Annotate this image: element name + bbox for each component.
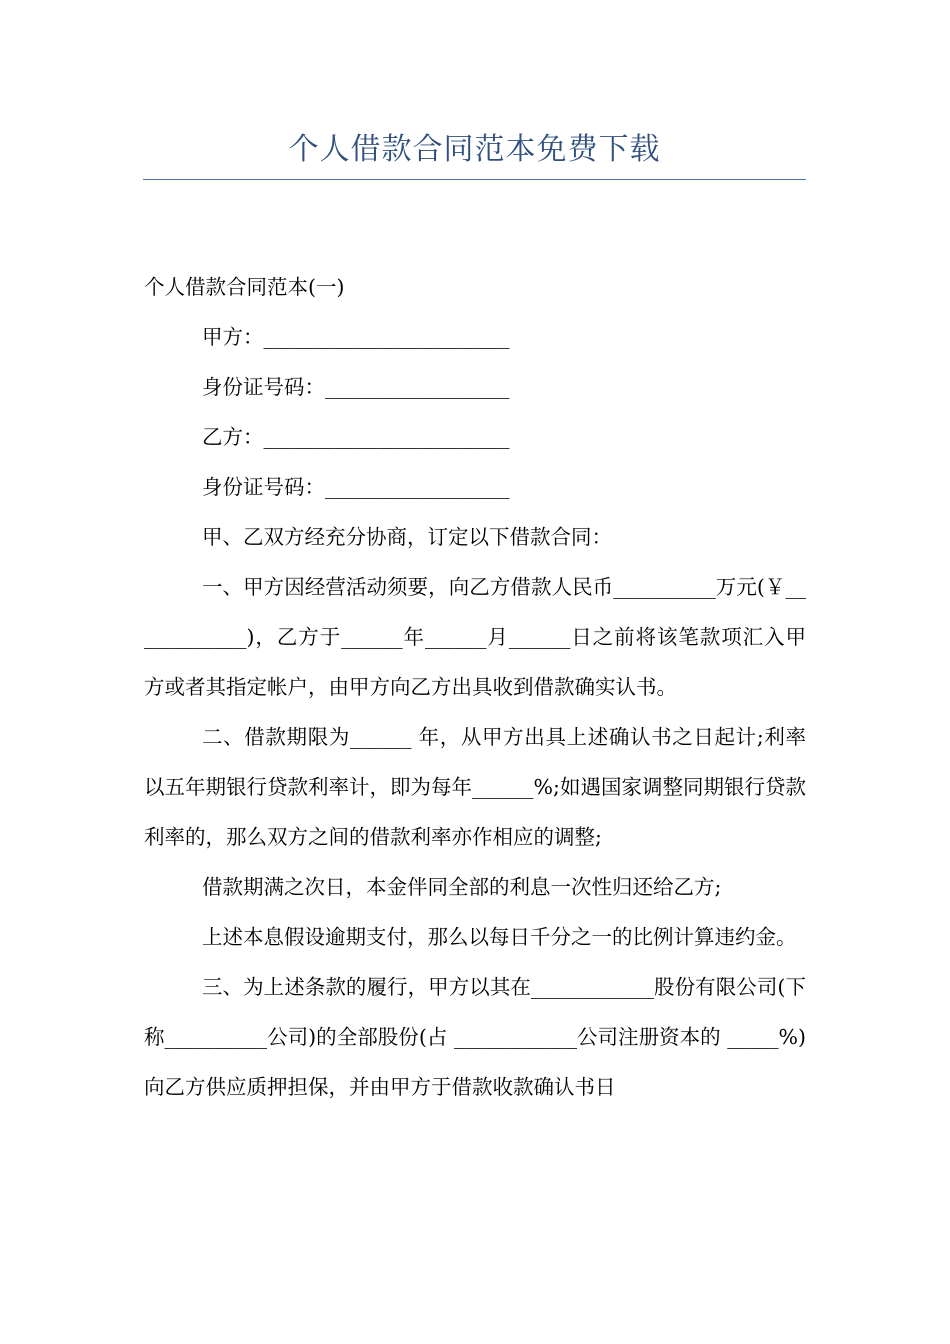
clause-one: 一、甲方因经营活动须要，向乙方借款人民币__________万元(￥____________)，乙方于______年______月______日之前将该笔款项汇入甲方或者其指定帐户，由甲方向乙方出具收到借款确实认书。 xyxy=(144,575,806,699)
clause-two-penalty: 上述本息假设逾期支付，那么以每日千分之一的比例计算违约金。 xyxy=(202,925,797,949)
clause-two: 二、借款期限为______ 年，从甲方出具上述确认书之日起计;利率以五年期银行贷款利率计，即为每年______%;如遇国家调整同期银行贷款利率的，那么双方之间的借款利率亦作相应的调整; xyxy=(144,725,806,849)
clause-two-repayment: 借款期满之次日，本金伴同全部的利息一次性归还给乙方; xyxy=(202,875,722,899)
clause-three: 三、为上述条款的履行，甲方以其在____________股份有限公司(下称__________公司)的全部股份(占 ____________公司注册资本的 _____%)向乙方供应质押担保，并由甲方于借款收款确认书日 xyxy=(144,975,806,1099)
party-b-line: 乙方：________________________ xyxy=(202,425,510,449)
party-b-id-line: 身份证号码：__________________ xyxy=(202,475,510,499)
document-body xyxy=(144,262,806,1112)
party-a-id-line: 身份证号码：__________________ xyxy=(202,375,510,399)
agreement-intro: 甲、乙双方经充分协商，订定以下借款合同： xyxy=(202,525,612,549)
title-underline xyxy=(143,179,806,180)
party-a-line: 甲方：________________________ xyxy=(202,325,510,349)
document-title: 个人借款合同范本免费下载 xyxy=(288,132,661,167)
section-heading: 个人借款合同范本(一) xyxy=(144,275,345,299)
